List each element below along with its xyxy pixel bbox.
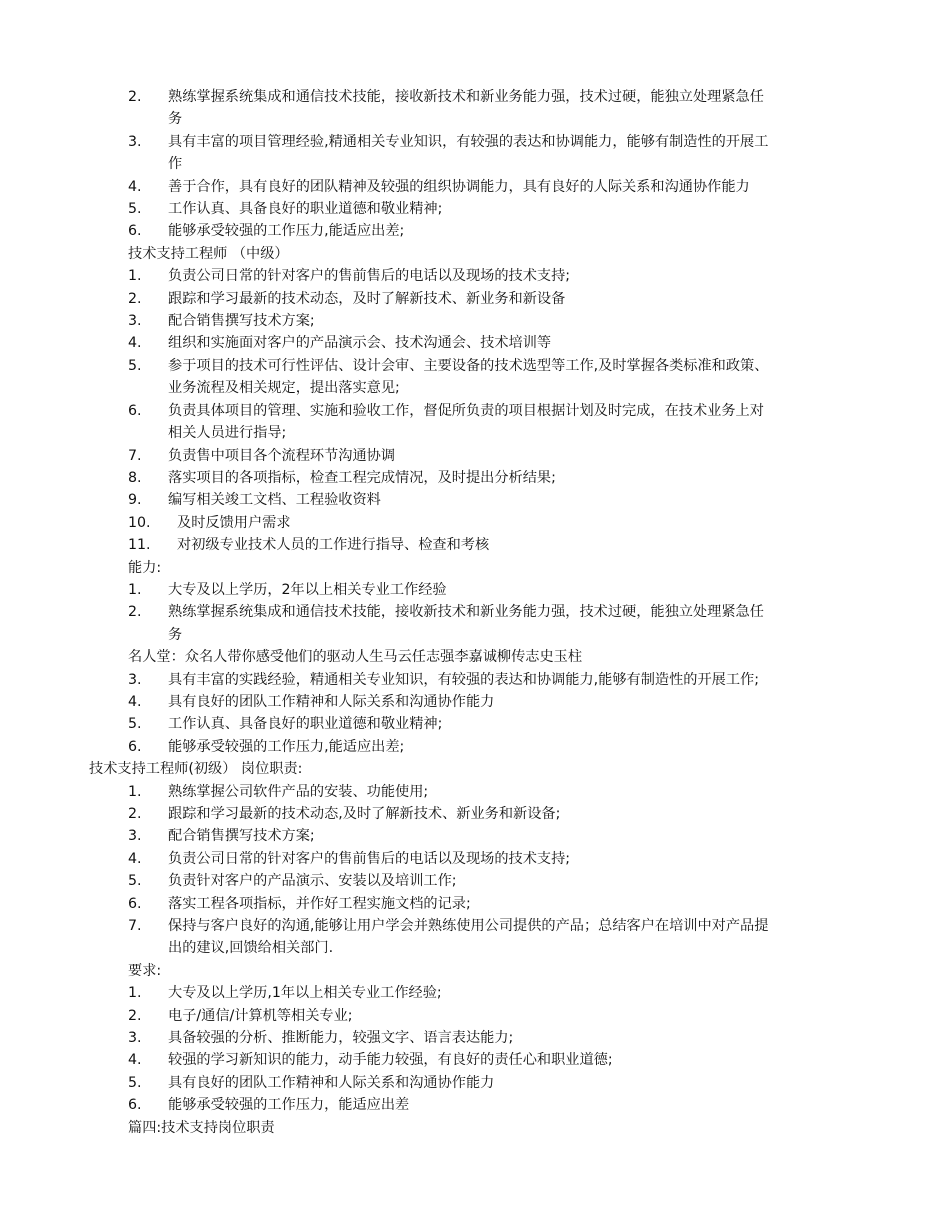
- list-item-text: 熟练掌握公司软件产品的安装、功能使用;: [168, 783, 429, 800]
- list-item-number: 2.: [128, 806, 142, 822]
- list-item-continuation: 业务流程及相关规定，提出落实意见;: [168, 380, 400, 397]
- list-item-number: 6.: [128, 895, 142, 912]
- list-item-number: 1.: [128, 985, 142, 1002]
- section-heading: 要求:: [128, 962, 162, 979]
- list-item-continuation: 作: [168, 156, 183, 173]
- list-item-number: 6.: [128, 223, 142, 240]
- list-item-text: 熟练掌握系统集成和通信技术技能，接收新技术和新业务能力强，技术过硬，能独立处理紧急任: [168, 89, 764, 105]
- list-item-number: 8.: [128, 469, 142, 486]
- list-item: [0, 176, 950, 198]
- list-item: [0, 691, 950, 713]
- list-item-number: 4.: [128, 693, 142, 710]
- list-item-number: 5.: [128, 1074, 142, 1091]
- list-item-number: 3.: [128, 133, 142, 150]
- list-item-text: 善于合作，具有良好的团队精神及较强的组织协调能力，具有良好的人际关系和沟通协作能力: [168, 178, 750, 195]
- list-item-text: 能够承受较强的工作压力,能适应出差;: [168, 738, 405, 755]
- list-item-text: 负责针对客户的产品演示、安装以及培训工作;: [168, 873, 457, 890]
- section-heading: 技术支持工程师(初级） 岗位职责:: [89, 761, 303, 778]
- document-body: [0, 86, 950, 1139]
- list-item-number: 6.: [128, 738, 142, 755]
- list-item-number: 4.: [128, 1052, 142, 1069]
- list-item: [0, 713, 950, 735]
- list-item-number: 1.: [128, 581, 142, 598]
- list-item-text: 具有丰富的项目管理经验,精通相关专业知识，有较强的表达和协调能力，能够有制造性的开展工: [168, 133, 769, 150]
- list-item: [0, 288, 950, 310]
- list-item-text: 具备较强的分析、推断能力，较强文字、语言表达能力;: [168, 1030, 514, 1047]
- list-item-text: 配合销售撰写技术方案;: [168, 828, 315, 845]
- list-item-text: 具有良好的团队工作精神和人际关系和沟通协作能力: [168, 693, 495, 710]
- list-item: [0, 870, 950, 892]
- section-heading: 能力:: [128, 559, 162, 576]
- section-heading: 技术支持工程师 （中级）: [128, 245, 289, 262]
- list-item-number: 1.: [128, 783, 142, 800]
- list-item-number: 4.: [128, 178, 142, 195]
- list-item: [0, 512, 950, 534]
- list-item: [0, 489, 950, 511]
- list-item-text: 具有良好的团队工作精神和人际关系和沟通协作能力: [168, 1074, 495, 1091]
- list-item-number: 2.: [128, 1007, 142, 1024]
- list-item-text: 参于项目的技术可行性评估、设计会审、主要设备的技术选型等工作,及时掌握各类标准和政策、: [168, 357, 769, 374]
- list-item-number: 9.: [128, 492, 142, 509]
- list-item-number: 10.: [128, 514, 151, 531]
- list-item: [0, 893, 950, 915]
- section-heading: 名人堂：众名人带你感受他们的驱动人生马云任志强李嘉诚柳传志史玉柱: [128, 649, 583, 666]
- list-item-number: 11.: [128, 537, 151, 554]
- section-heading: 篇四:技术支持岗位职责: [128, 1119, 275, 1136]
- list-item: [0, 400, 950, 422]
- list-item: [0, 1027, 950, 1049]
- list-item-number: 3.: [128, 828, 142, 845]
- list-item-number: 4.: [128, 850, 142, 867]
- list-item: [0, 915, 950, 937]
- list-item-text: 能够承受较强的工作压力，能适应出差: [168, 1097, 410, 1114]
- list-item-text: 大专及以上学历，2年以上相关专业工作经验: [168, 581, 447, 598]
- list-item: [0, 848, 950, 870]
- list-item-continuation: 相关人员进行指导;: [168, 425, 287, 442]
- list-item-text: 负责售中项目各个流程环节沟通协调: [168, 447, 396, 464]
- list-item: [0, 1005, 950, 1027]
- list-item: [0, 736, 950, 758]
- list-item-number: 3.: [128, 313, 142, 330]
- list-item: [0, 803, 950, 825]
- list-item-text: 负责公司日常的针对客户的售前售后的电话以及现场的技术支持;: [168, 268, 571, 285]
- list-item-text: 电子/通信/计算机等相关专业;: [168, 1007, 353, 1024]
- list-item: [0, 86, 950, 108]
- list-item-text: 落实工程各项指标，并作好工程实施文档的记录;: [168, 895, 471, 912]
- list-item: [0, 355, 950, 377]
- list-item-number: 5.: [128, 357, 142, 374]
- list-item: [0, 579, 950, 601]
- list-item-number: 5.: [128, 873, 142, 890]
- list-item: [0, 265, 950, 287]
- list-item-text: 编写相关竣工文档、工程验收资料: [168, 492, 381, 509]
- list-item-text: 配合销售撰写技术方案;: [168, 313, 315, 330]
- list-item-number: 2.: [128, 604, 142, 621]
- list-item: [0, 825, 950, 847]
- list-item-text: 组织和实施面对客户的产品演示会、技术沟通会、技术培训等: [168, 335, 552, 352]
- list-item-text: 及时反馈用户需求: [177, 514, 291, 531]
- list-item-number: 7.: [128, 447, 142, 464]
- list-item: [0, 669, 950, 691]
- list-item-text: 负责公司日常的针对客户的售前售后的电话以及现场的技术支持;: [168, 850, 571, 867]
- list-item-number: 4.: [128, 335, 142, 352]
- list-item: [0, 534, 950, 556]
- list-item: [0, 982, 950, 1004]
- list-item-text: 落实项目的各项指标，检查工程完成情况，及时提出分析结果;: [168, 469, 556, 486]
- list-item-continuation: 务: [168, 626, 183, 643]
- list-item-number: 5.: [128, 716, 142, 733]
- list-item: [0, 131, 950, 153]
- list-item-number: 1.: [128, 268, 142, 285]
- list-item-number: 7.: [128, 918, 142, 935]
- list-item: [0, 310, 950, 332]
- list-item: [0, 1072, 950, 1094]
- list-item-number: 6.: [128, 1097, 142, 1114]
- list-item-number: 6.: [128, 402, 142, 419]
- list-item-number: 2.: [128, 89, 142, 105]
- list-item-text: 对初级专业技术人员的工作进行指导、检查和考核: [177, 537, 490, 554]
- list-item-number: 5.: [128, 201, 142, 218]
- list-item: [0, 781, 950, 803]
- list-item-continuation: 务: [168, 111, 183, 128]
- list-item: [0, 1094, 950, 1116]
- list-item: [0, 220, 950, 242]
- list-item-text: 较强的学习新知识的能力，动手能力较强，有良好的责任心和职业道德;: [168, 1052, 613, 1069]
- list-item-text: 大专及以上学历,1年以上相关专业工作经验;: [168, 985, 442, 1002]
- list-item-text: 工作认真、具备良好的职业道德和敬业精神;: [168, 201, 443, 218]
- list-item-number: 3.: [128, 1030, 142, 1047]
- list-item-text: 跟踪和学习最新的技术动态,及时了解新技术、新业务和新设备;: [168, 806, 561, 822]
- list-item-number: 2.: [128, 290, 142, 307]
- list-item-number: 3.: [128, 671, 142, 688]
- list-item-text: 熟练掌握系统集成和通信技术技能，接收新技术和新业务能力强，技术过硬，能独立处理紧急任: [168, 604, 764, 621]
- list-item: [0, 198, 950, 220]
- list-item: [0, 445, 950, 467]
- list-item-continuation: 出的建议,回馈给相关部门.: [168, 940, 334, 957]
- list-item-text: 具有丰富的实践经验，精通相关专业知识，有较强的表达和协调能力,能够有制造性的开展工作;: [168, 671, 759, 688]
- list-item-text: 跟踪和学习最新的技术动态，及时了解新技术、新业务和新设备: [168, 290, 566, 307]
- list-item: [0, 467, 950, 489]
- list-item-text: 保持与客户良好的沟通,能够让用户学会并熟练使用公司提供的产品；总结客户在培训中对产品提: [168, 918, 769, 935]
- list-item: [0, 601, 950, 623]
- list-item-text: 工作认真、具备良好的职业道德和敬业精神;: [168, 716, 443, 733]
- list-item-text: 负责具体项目的管理、实施和验收工作，督促所负责的项目根据计划及时完成，在技术业务上对: [168, 402, 764, 419]
- list-item: [0, 1049, 950, 1071]
- list-item-text: 能够承受较强的工作压力,能适应出差;: [168, 223, 405, 240]
- list-item: [0, 332, 950, 354]
